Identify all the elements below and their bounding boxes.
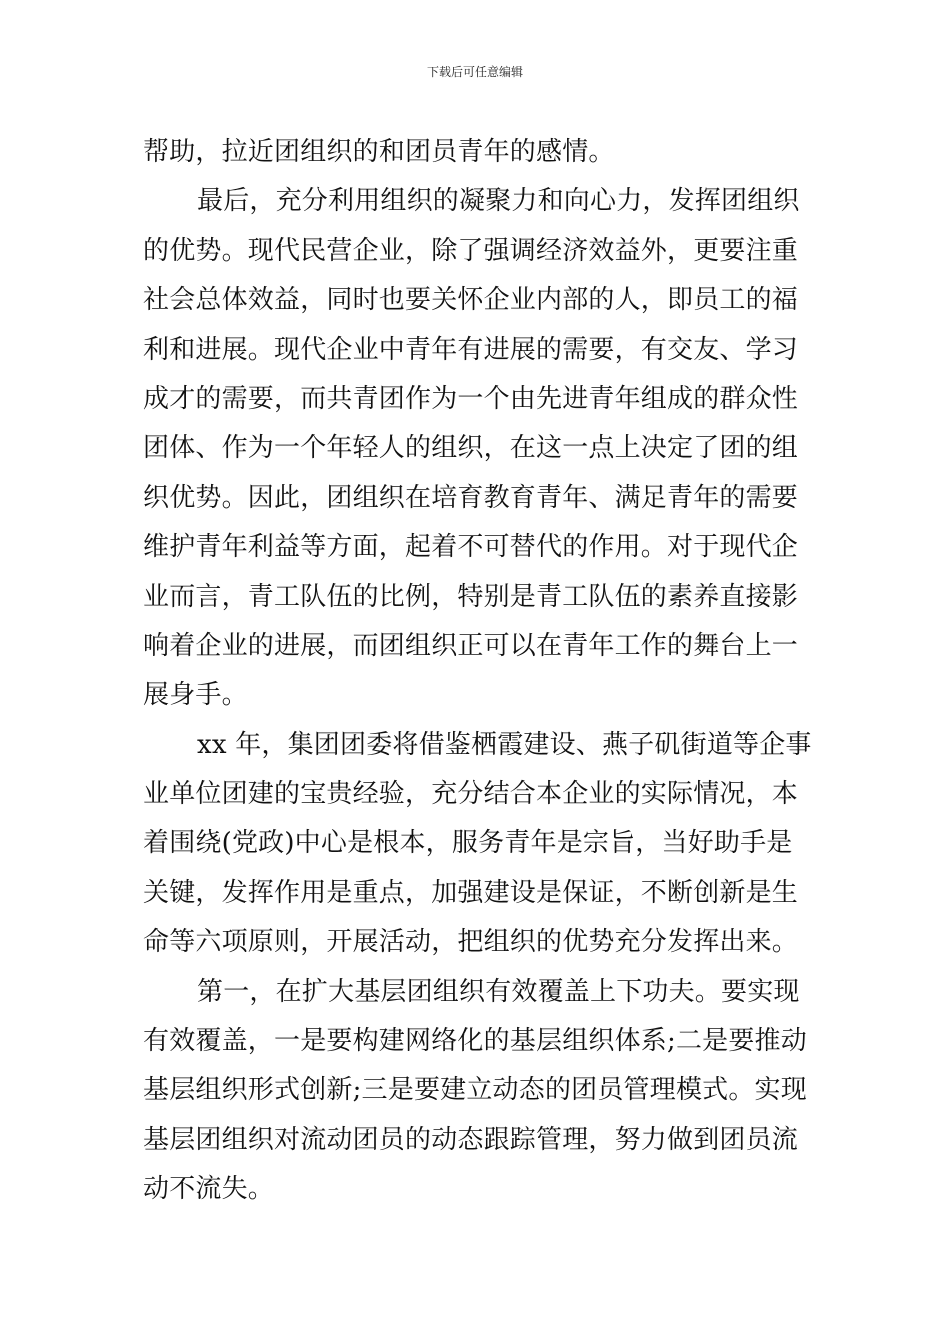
text-line: 团体、作为一个年轻人的组织，在这一点上决定了团的组 (143, 433, 799, 464)
text-line: 的优势。现代民营企业，除了强调经济效益外，更要注重 (143, 235, 799, 266)
text-line: 最后，充分利用组织的凝聚力和向心力，发挥团组织 (197, 186, 800, 217)
text-line: 第一，在扩大基层团组织有效覆盖上下功夫。要实现 (197, 976, 800, 1007)
text-line: 响着企业的进展，而团组织正可以在青年工作的舞台上一 (143, 630, 799, 661)
page-header: 下载后可任意编辑 (426, 65, 523, 79)
text-line: 维护青年利益等方面，起着不可替代的作用。对于现代企 (143, 532, 799, 563)
text-line: 基层组织形式创新;三是要建立动态的团员管理模式。实现 (143, 1075, 807, 1106)
text-line: 展身手。 (143, 680, 248, 711)
text-line: 织优势。因此，团组织在培育教育青年、满足青年的需要 (143, 482, 799, 513)
text-line: 业而言，青工队伍的比例，特别是青工队伍的素养直接影 (143, 581, 799, 612)
text-line: 有效覆盖，一是要构建网络化的基层组织体系;二是要推动 (143, 1026, 807, 1057)
text-line: 社会总体效益，同时也要关怀企业内部的人，即员工的福 (143, 285, 799, 316)
text-line: 基层团组织对流动团员的动态跟踪管理，努力做到团员流 (143, 1124, 799, 1155)
text-line: 命等六项原则，开展活动，把组织的优势充分发挥出来。 (143, 927, 799, 958)
text-line: 关键，发挥作用是重点，加强建设是保证，不断创新是生 (143, 877, 799, 908)
text-line: 利和进展。现代企业中青年有进展的需要，有交友、学习 (143, 334, 799, 365)
text-line: xx 年，集团团委将借鉴栖霞建设、燕子矶街道等企事 (197, 729, 812, 760)
text-line: 动不流失。 (143, 1174, 275, 1205)
text-line: 业单位团建的宝贵经验，充分结合本企业的实际情况，本 (143, 779, 799, 810)
text-line: 帮助，拉近团组织的和团员青年的感情。 (143, 137, 615, 167)
text-line: 成才的需要，而共青团作为一个由先进青年组成的群众性 (143, 383, 799, 414)
document-body (143, 128, 812, 1215)
text-line: 着围绕(党政)中心是根本，服务青年是宗旨，当好助手是 (143, 828, 793, 859)
